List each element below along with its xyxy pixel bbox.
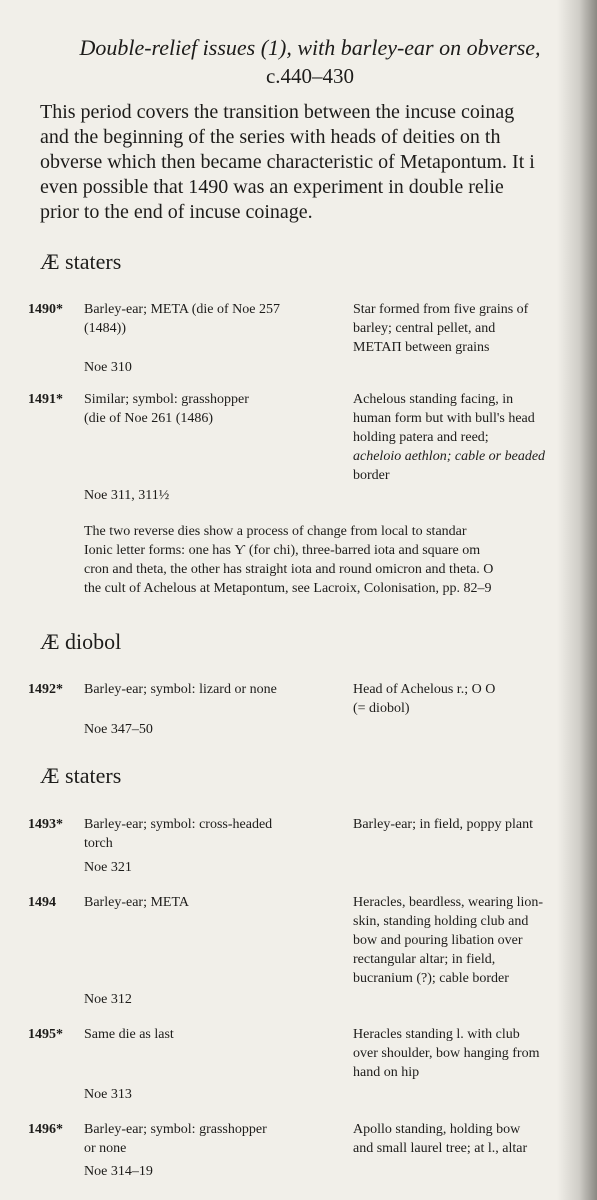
reverse-line: barley; central pellet, and — [353, 321, 496, 336]
reverse-line: human form but with bull's head — [353, 411, 535, 426]
note-line: cron and theta, the other has straight iota and round omicron and theta. O — [84, 562, 494, 577]
catalogue-number: 1493* — [28, 817, 63, 832]
obverse-description — [84, 893, 334, 912]
obverse-line: Barley-ear; symbol: lizard or none — [84, 682, 277, 697]
obverse-line: Barley-ear; META — [84, 895, 189, 910]
catalogue-number: 1491* — [28, 392, 63, 407]
intro-line: This period covers the transition between the incuse coinag — [40, 101, 515, 123]
reverse-line: bucranium (?); cable border — [353, 971, 509, 986]
reverse-description — [353, 1025, 593, 1082]
reverse-line: Heracles, beardless, wearing lion- — [353, 895, 544, 910]
reverse-line: hand on hip — [353, 1065, 420, 1080]
reference: Noe 311, 311½ — [84, 488, 170, 503]
denomination-heading: Æ staters — [40, 763, 122, 788]
reference: Noe 313 — [84, 1087, 132, 1102]
reverse-line: acheloio aethlon; cable or beaded — [353, 449, 546, 464]
denomination-heading: Æ diobol — [40, 629, 122, 654]
intro-line: prior to the end of incuse coinage. — [40, 201, 313, 223]
reverse-line: rectangular altar; in field, — [353, 952, 496, 967]
section-heading: Double-relief issues (1), with barley-ear on obverse, — [79, 35, 541, 60]
intro-line: and the beginning of the series with heads of deities on th — [40, 126, 501, 148]
obverse-description — [84, 1120, 334, 1158]
obverse-line: torch — [84, 836, 113, 851]
reverse-line: border — [353, 468, 390, 483]
reverse-line: METAΠ between grains — [353, 340, 490, 355]
reverse-line: over shoulder, bow hanging from — [353, 1046, 540, 1061]
reference: Noe 347–50 — [84, 722, 153, 737]
reverse-line: Barley-ear; in field, poppy plant — [353, 817, 533, 832]
reverse-description — [353, 300, 593, 357]
reverse-line: holding patera and reed; — [353, 430, 489, 445]
note-line: The two reverse dies show a process of change from local to standar — [84, 524, 467, 539]
obverse-line: Barley-ear; symbol: cross-headed — [84, 817, 273, 832]
reverse-description — [353, 390, 593, 485]
obverse-description — [84, 300, 334, 338]
reverse-line: (= diobol) — [353, 701, 410, 716]
reverse-description — [353, 893, 593, 988]
reference: Noe 314–19 — [84, 1164, 153, 1179]
obverse-description — [84, 815, 334, 853]
obverse-line: (1484)) — [84, 321, 126, 336]
obverse-line: or none — [84, 1141, 127, 1156]
catalogue-number: 1496* — [28, 1122, 63, 1137]
obverse-line: Similar; symbol: grasshopper — [84, 392, 249, 407]
reverse-line: Head of Achelous r.; O O — [353, 682, 496, 697]
obverse-description — [84, 1025, 334, 1044]
reference: Noe 321 — [84, 860, 132, 875]
obverse-line: Barley-ear; META (die of Noe 257 — [84, 302, 280, 317]
note-line: Ionic letter forms: one has Ƴ (for chi), three-barred iota and square om — [84, 543, 481, 558]
intro-line: obverse which then became characteristic of Metapontum. It i — [40, 151, 535, 173]
obverse-description — [84, 390, 334, 428]
intro-paragraph — [40, 100, 580, 225]
reverse-line: Achelous standing facing, in — [353, 392, 514, 407]
obverse-line: Same die as last — [84, 1027, 174, 1042]
reverse-line: skin, standing holding club and — [353, 914, 529, 929]
reverse-description — [353, 680, 593, 718]
note-line: the cult of Achelous at Metapontum, see Lacroix, Colonisation, pp. 82–9 — [84, 581, 492, 596]
denomination-heading: Æ staters — [40, 249, 122, 274]
reverse-line: Star formed from five grains of — [353, 302, 529, 317]
obverse-line: Barley-ear; symbol: grasshopper — [84, 1122, 267, 1137]
intro-line: even possible that 1490 was an experiment in double relie — [40, 176, 504, 198]
section-date: c.440–430 — [265, 64, 355, 88]
catalogue-number: 1492* — [28, 682, 63, 697]
catalogue-number: 1490* — [28, 302, 63, 317]
reference: Noe 312 — [84, 992, 132, 1007]
reverse-line: Apollo standing, holding bow — [353, 1122, 521, 1137]
reverse-line: bow and pouring libation over — [353, 933, 523, 948]
commentary-note — [84, 522, 589, 598]
catalogue-number: 1495* — [28, 1027, 63, 1042]
catalogue-number: 1494 — [28, 895, 56, 910]
reverse-line: and small laurel tree; at l., altar — [353, 1141, 528, 1156]
reference: Noe 310 — [84, 360, 132, 375]
reverse-description — [353, 815, 593, 834]
reverse-description — [353, 1120, 593, 1158]
reverse-line: Heracles standing l. with club — [353, 1027, 520, 1042]
obverse-line: (die of Noe 261 (1486) — [84, 411, 214, 426]
obverse-description — [84, 680, 334, 699]
